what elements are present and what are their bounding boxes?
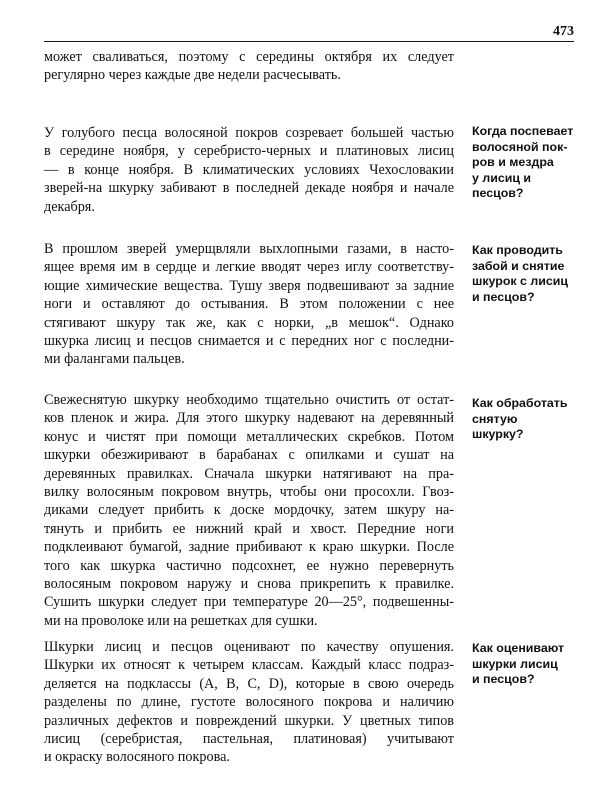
margin-question [472, 243, 582, 305]
text-line: конус и чистят при помощи металлических скребков. Потом [44, 428, 454, 445]
text-line: регулярно через каждые две недели расчесывать. [44, 67, 341, 84]
paragraph [44, 124, 454, 216]
text-line: лисиц (серебристая, пастельная, платиновая) учитывают [44, 731, 454, 748]
text-line: стягивают шкуру так же, как с норки, „в мешок“. Однако [44, 314, 454, 331]
margin-question [472, 396, 582, 443]
text-line: тянуть и прибить ее нижний край и хвост. Передние ноги [44, 520, 454, 537]
text-line: ков пленок и жира. Для этого шкурку надевают на деревянный [44, 410, 454, 427]
text-line: Шкурки их относят к четырем классам. Каждый класс подраз- [44, 657, 454, 674]
text-line: Сушить шкурки следует при температуре 20—25°, подвешенны- [44, 594, 454, 611]
question-line: забой и снятие [472, 258, 565, 273]
text-line: вилку волосяным покровом внутрь, чтобы они просохли. Гвоз- [44, 484, 454, 501]
question-line: ров и мездра [472, 155, 554, 170]
text-line: У голубого песца волосяной покров созревает большей частью [44, 125, 454, 141]
question-line: Как проводить [472, 243, 563, 257]
text-line: деревянных правилках. Сначала шкурки натягивают на пра- [44, 465, 454, 482]
question-line: песцов? [472, 186, 524, 201]
text-line: шкурка лисиц и песцов снимается и с передних ног с последни- [44, 333, 454, 350]
question-line: и песцов? [472, 289, 535, 304]
text-line: и окраску волосяного покрова. [44, 749, 230, 766]
text-line: декабря. [44, 198, 95, 215]
text-line: волосяным покровом наружу и снова прикрепить к правилке. [44, 576, 454, 593]
page-number: 473 [553, 24, 574, 39]
text-line: Свежеснятую шкурку необходимо тщательно очистить от остат- [44, 392, 454, 408]
text-line: — в конце ноября. В климатических условиях Чехословакии [44, 161, 454, 178]
text-line: диками следует прибить к доске мордочку, затем шкуру на- [44, 502, 454, 519]
text-line: может сваливаться, поэтому с середины октября их следует [44, 49, 454, 65]
text-line: ми на проволоке или на решетках для сушки. [44, 612, 318, 629]
text-line: ящее время им в сердце и легкие вводят через иглу соответству- [44, 259, 454, 276]
paragraph [44, 48, 454, 85]
paragraph [44, 391, 454, 630]
question-line: снятую [472, 411, 518, 426]
question-line: шкурку? [472, 427, 524, 442]
text-line: деляется на подклассы (А, В, С, D), которые в свою очередь [44, 675, 454, 692]
text-line: подклеивают бумагой, задние прибивают к краю шкурки. После [44, 539, 454, 556]
question-line: Как обработать [472, 396, 568, 410]
text-line: ми фалангами пальцев. [44, 351, 185, 368]
text-line: того как шкурка частично подсохнет, ее нужно перевернуть [44, 557, 454, 574]
margin-question [472, 641, 582, 688]
question-line: и песцов? [472, 672, 535, 687]
paragraph [44, 638, 454, 767]
header-rule [44, 41, 574, 42]
text-line: зверей-на шкурку забивают в последней декаде ноября и начале [44, 180, 454, 197]
question-line: шкурок с лисиц [472, 274, 568, 289]
question-line: шкурки лисиц [472, 656, 558, 671]
question-line: Когда поспевает [472, 124, 574, 138]
text-line: ноги и оставляют до остывания. В этом положении с нее [44, 296, 454, 313]
question-line: Как оценивают [472, 641, 565, 655]
text-line: Шкурки лисиц и песцов оценивают по качеству опушения. [44, 639, 454, 655]
text-line: различных дефектов и повреждений шкурки. У цветных типов [44, 712, 454, 729]
text-line: разделены по длине, густоте волосяного покрова и наличию [44, 694, 454, 711]
paragraph [44, 240, 454, 369]
text-line: ющие химические вещества. Тушу зверя подвешивают за задние [44, 277, 454, 294]
question-line: волосяной пок- [472, 139, 568, 154]
margin-question [472, 124, 582, 202]
text-line: в середине ноября, у серебристо-черных и платиновых лисиц [44, 143, 454, 160]
question-line: у лисиц и [472, 170, 532, 185]
text-line: В прошлом зверей умерщвляли выхлопными газами, в насто- [44, 241, 454, 257]
text-line: шкурки обезжиривают в барабанах с опилками и сушат на [44, 447, 454, 464]
